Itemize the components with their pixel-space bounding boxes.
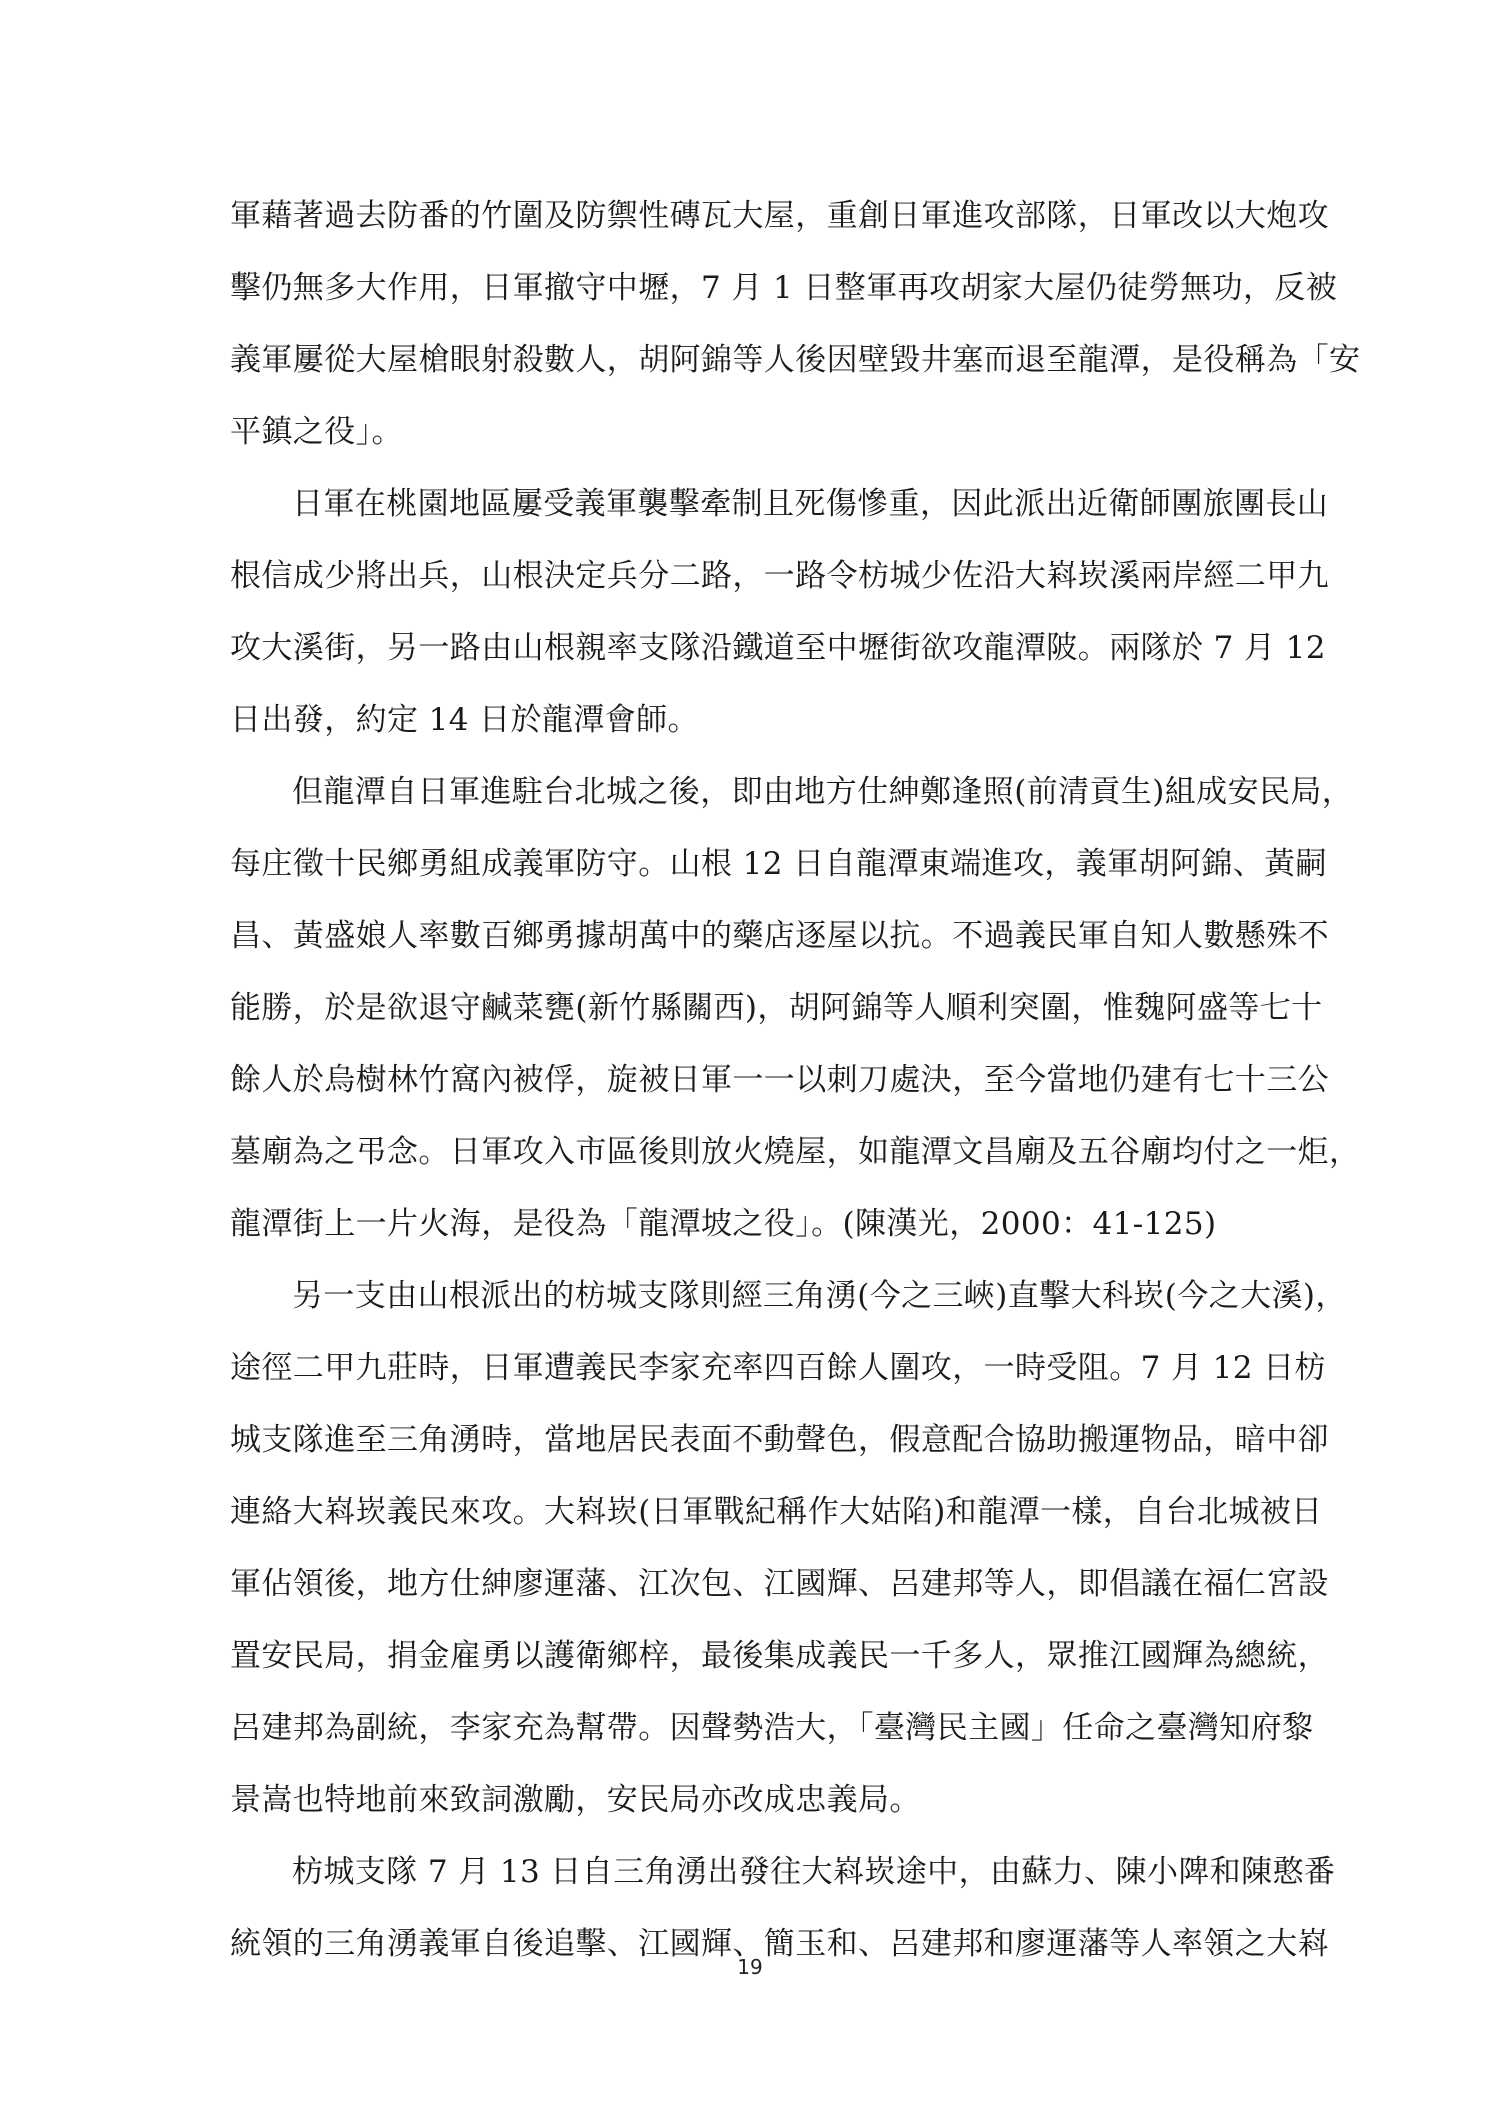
paragraph-1 [230,180,1361,468]
text-line: 平鎮之役」。 [230,414,403,450]
text-line: 擊仍無多大作用，日軍撤守中壢，7 月 1 日整軍再攻胡家大屋仍徒勞無功，反被 [230,270,1338,306]
body-text [230,180,1361,1980]
text-line: 墓廟為之弔念。日軍攻入市區後則放火燒屋，如龍潭文昌廟及五谷廟均付之一炬， [230,1134,1361,1170]
text-line: 能勝，於是欲退守鹹菜甕(新竹縣關西)，胡阿錦等人順利突圍，惟魏阿盛等七十 [230,990,1323,1026]
text-line: 但龍潭自日軍進駐台北城之後，即由地方仕紳鄭逢照(前清貢生)組成安民局， [292,774,1354,810]
page-number: 19 [737,1955,763,1979]
text-line: 每庄徵十民鄉勇組成義軍防守。山根 12 日自龍潭東端進攻，義軍胡阿錦、黃嗣 [230,846,1327,882]
text-line: 軍藉著過去防番的竹圍及防禦性磚瓦大屋，重創日軍進攻部隊，日軍改以大炮攻 [230,198,1329,234]
paragraph-3 [230,756,1361,1260]
text-line: 景嵩也特地前來致詞激勵，安民局亦改成忠義局。 [230,1782,921,1818]
text-line: 呂建邦為副統，李家充為幫帶。因聲勢浩大，「臺灣民主國」任命之臺灣知府黎 [230,1710,1314,1746]
text-line: 日出發，約定 14 日於龍潭會師。 [230,702,699,738]
text-line: 途徑二甲九莊時，日軍遭義民李家充率四百餘人圍攻，一時受阻。7 月 12 日枋 [230,1350,1326,1386]
text-line: 昌、黃盛娘人率數百鄉勇據胡萬中的藥店逐屋以抗。不過義民軍自知人數懸殊不 [230,918,1329,954]
text-line: 軍佔領後，地方仕紳廖運藩、江次包、江國輝、呂建邦等人，即倡議在福仁宮設 [230,1566,1329,1602]
text-line: 日軍在桃園地區屢受義軍襲擊牽制且死傷慘重，因此派出近衛師團旅團長山 [292,486,1329,522]
text-line: 攻大溪街，另一路由山根親率支隊沿鐵道至中壢街欲攻龍潭陂。兩隊於 7 月 12 [230,630,1326,666]
text-line: 統領的三角湧義軍自後追擊、江國輝、簡玉和、呂建邦和廖運藩等人率領之大嵙 [230,1926,1329,1962]
text-line: 連絡大嵙崁義民來攻。大嵙崁(日軍戰紀稱作大姑陷)和龍潭一樣，自台北城被日 [230,1494,1323,1530]
text-line: 置安民局，捐金雇勇以護衛鄉梓，最後集成義民一千多人，眾推江國輝為總統， [230,1638,1329,1674]
text-line: 枋城支隊 7 月 13 日自三角湧出發往大嵙崁途中，由蘇力、陳小陴和陳憨番 [292,1854,1336,1890]
paragraph-4 [230,1260,1347,1836]
text-line: 餘人於烏樹林竹窩內被俘，旋被日軍一一以刺刀處決，至今當地仍建有七十三公 [230,1062,1329,1098]
text-line: 義軍屢從大屋槍眼射殺數人，胡阿錦等人後因壁毀井塞而退至龍潭，是役稱為「安 [230,342,1361,378]
text-line: 根信成少將出兵，山根決定兵分二路，一路令枋城少佐沿大嵙崁溪兩岸經二甲九 [230,558,1329,594]
text-line: 城支隊進至三角湧時，當地居民表面不動聲色，假意配合協助搬運物品，暗中卻 [230,1422,1329,1458]
paragraph-2 [230,468,1329,756]
text-line: 另一支由山根派出的枋城支隊則經三角湧(今之三峽)直擊大科崁(今之大溪)， [292,1278,1347,1314]
text-line: 龍潭街上一片火海，是役為「龍潭坡之役」。(陳漢光，2000：41-125) [230,1206,1217,1242]
